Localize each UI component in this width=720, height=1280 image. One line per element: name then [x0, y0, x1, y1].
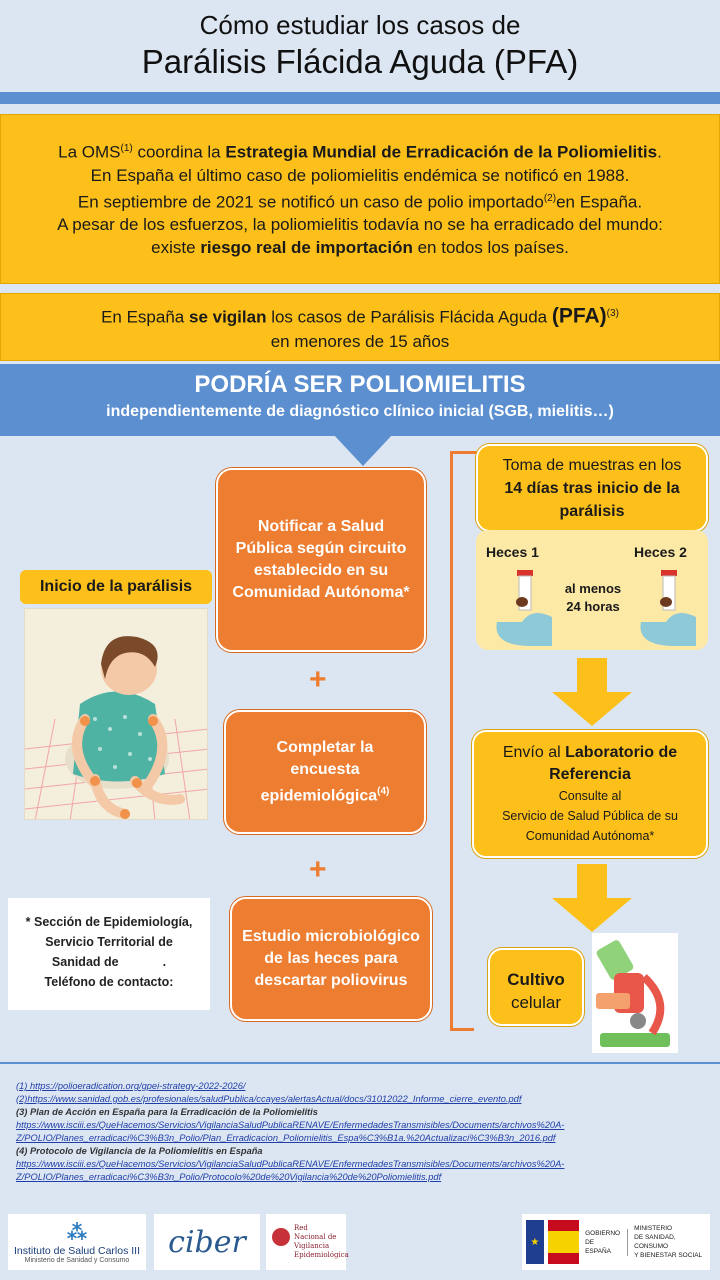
sample-tube-2-icon: [636, 562, 696, 646]
microscope-panel: [592, 933, 678, 1053]
eu-flag-icon: ★: [526, 1220, 544, 1264]
plus-icon: +: [309, 853, 327, 886]
pfa-surveillance-box: [0, 293, 720, 361]
reference-link-2[interactable]: (2)https://www.sanidad.gob.es/profesionales/saludPublica/ccayes/alertasActual/docs/31012022_Informe_cierre_evento.pdf: [16, 1094, 522, 1104]
oms-line-4: A pesar de los esfuerzos, la poliomielitis todavía no se ha erradicado del mundo:: [57, 215, 663, 235]
yellow-arrow-stem: [577, 658, 607, 694]
references-divider: [0, 1062, 720, 1064]
cell-culture-box: Cultivo celular: [488, 948, 584, 1026]
stool-sample-1-label: Heces 1: [486, 544, 539, 560]
polio-subtitle: independientemente de diagnóstico clínico inicial (SGB, mielitis…): [106, 403, 614, 420]
microscope-icon: [592, 933, 678, 1053]
renave-logo: Red Nacional de Vigilancia Epidemiológica: [266, 1214, 346, 1270]
references: [0, 1070, 720, 1202]
notify-box: Notificar a Salud Pública según circuito establecido en su Comunidad Autónoma*: [216, 468, 426, 652]
down-arrow-icon: [552, 692, 632, 726]
title-line1: Cómo estudiar los casos de: [199, 10, 521, 40]
bracket-top: [450, 451, 478, 454]
interval-label: al menos 24 horas: [564, 581, 622, 614]
header-divider: [0, 92, 720, 104]
reference-3-title: (3) Plan de Acción en España para la Erradicación de la Poliomielitis: [16, 1107, 318, 1117]
ciber-logo: ciber: [154, 1214, 260, 1270]
contact-info-box: * Sección de Epidemiología, Servicio Territorial de Sanidad de . Teléfono de contacto:: [8, 898, 210, 1010]
oms-line-2: En España el último caso de poliomielitis endémica se notificó en 1988.: [90, 165, 630, 185]
footer-logos: [0, 1206, 720, 1280]
reference-lab-box: Envío al Laboratorio de Referencia Consulte al Servicio de Salud Pública de su Comunidad Autónoma*: [472, 730, 708, 858]
paralysis-onset-label: Inicio de la parálisis: [20, 570, 212, 604]
survey-box: Completar la encuesta epidemiológica$^{(4)}$: [224, 710, 426, 834]
bracket-bottom: [450, 1028, 474, 1031]
oms-line-1: La OMS$^{(1)}$ coordina la Estrategia Mundial de Erradicación de la Poliomielitis.: [58, 142, 662, 162]
stool-sample-2-label: Heces 2: [634, 544, 687, 560]
reference-link-3[interactable]: https://www.isciii.es/QueHacemos/Servicios/VigilanciaSaludPublicaRENAVE/EnfermedadesTransmisibles/Documents/archivos%20A- Z/POLIO/Planes_erradicaci%C3%B3n_Polio/Plan_Erradicacion_Poliomielitis_Espa%C3%B1a.%20Actualizaci%C3%B3n_2016.pdf: [16, 1120, 565, 1143]
isciii-mark-icon: ⁂: [66, 1222, 88, 1244]
stool-samples-panel: [476, 530, 708, 650]
reference-link-4[interactable]: https://www.isciii.es/QueHacemos/Servicios/VigilanciaSaludPublicaRENAVE/EnfermedadesTransmisibles/Documents/archivos%20A- Z/POLIO/Planes_erradicaci%C3%B3n_Polio/Protocolo%20de%20Vigilancia%20de%20Poliomielitis.pdf: [16, 1159, 565, 1182]
government-logo: ★ GOBIERNO DE ESPAÑA MINISTERIO DE SANIDAD, CONSUMO Y BIENESTAR SOCIAL: [522, 1214, 710, 1270]
down-arrow-icon: [552, 898, 632, 932]
down-arrow-icon: [333, 434, 393, 466]
spain-coat-of-arms-icon: [548, 1220, 579, 1264]
oms-info-box: [0, 114, 720, 284]
sample-collection-box: Toma de muestras en los 14 días tras inicio de la parálisis: [476, 444, 708, 532]
reference-4-title: (4) Protocolo de Vigilancia de la Poliomielitis en España: [16, 1146, 263, 1156]
microbiology-box: Estudio microbiológico de las heces para descartar poliovirus: [230, 897, 432, 1021]
yellow-arrow-stem: [577, 864, 607, 900]
polio-banner: [0, 364, 720, 436]
bracket-line: [450, 451, 453, 1031]
reference-link-1[interactable]: (1) https://polioeradication.org/gpei-strategy-2022-2026/: [16, 1081, 246, 1091]
pfa-line-1: En España se vigilan los casos de Parálisis Flácida Aguda (PFA)$^{(3)}$: [101, 304, 619, 328]
oms-line-3: En septiembre de 2021 se notificó un caso de polio importado$^{(2)}$en España.: [77, 192, 643, 212]
sample-tube-1-icon: [492, 562, 552, 646]
plus-icon: +: [309, 663, 327, 696]
pfa-line-2: en menores de 15 años: [270, 331, 450, 351]
oms-line-5: existe riesgo real de importación en todos los países.: [151, 238, 569, 258]
child-paralysis-illustration: [24, 608, 208, 820]
page-title: Parálisis Flácida Aguda (PFA): [141, 43, 579, 80]
header: [0, 0, 720, 92]
polio-title: PODRÍA SER POLIOMIELITIS: [194, 371, 526, 398]
isciii-logo: ⁂ Instituto de Salud Carlos III Ministerio de Sanidad y Consumo: [8, 1214, 146, 1270]
renave-mark-icon: [272, 1228, 290, 1246]
